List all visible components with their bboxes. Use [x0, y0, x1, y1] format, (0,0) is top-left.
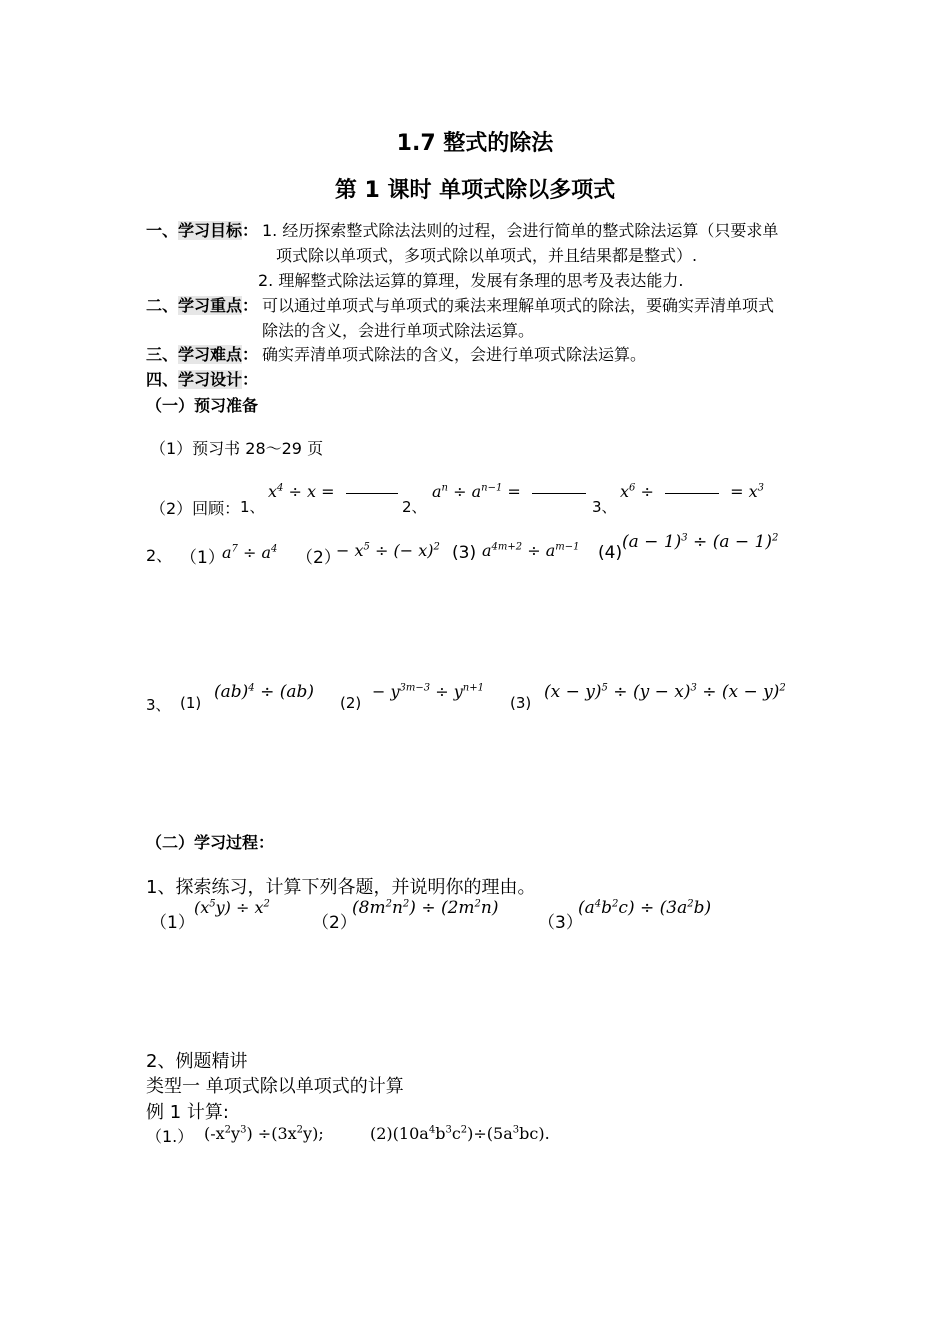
explore-part-3-expr: $(a^4b^2c) \div (3a^2b)$ [578, 898, 712, 918]
explore-part-1-label: （1） [150, 913, 195, 933]
explore-part-1-expr: $(x^5y) \div x^2$ [194, 898, 270, 917]
objectives-label: 一、学习目标： [146, 221, 259, 240]
page-title: 1.7 整式的除法 [396, 131, 554, 156]
page-subtitle: 第 1 课时 单项式除以多项式 [334, 178, 616, 203]
q3-part-3-label: (3) [510, 694, 532, 712]
explore-part-3-label: （3） [538, 913, 583, 933]
example-1-part-2-label: (2) [370, 1124, 393, 1143]
key-points-label: 二、学习重点： [146, 296, 259, 315]
example-1-part-1-expr: $(-x^2y^3) \div(3x^2y)$; [204, 1124, 324, 1143]
q3-label: 3、 [146, 696, 171, 714]
recall-1-label: 1、 [240, 498, 265, 516]
q3-part-3-expr: $(x - y)^5 \div (y - x)^3 \div (x - y)^2$ [544, 682, 786, 702]
q3-part-1-expr: (ab)$^4$ ÷ (ab) [214, 682, 315, 702]
design-label: 四、学习设计： [146, 370, 259, 389]
key-points-line-b: 除法的含义，会进行单项式除法运算。 [262, 321, 535, 340]
q3-part-2-label: (2) [340, 694, 362, 712]
q2-label: 2、 [146, 546, 173, 565]
preview-item-1: （1）预习书 28～29 页 [150, 439, 324, 458]
q2-part-2-expr: − $x^5$ ÷ (− x)$^2$ [336, 541, 440, 560]
recall-1-expr: $x^4 \div x$ = [268, 482, 404, 501]
preview-item-2-label: （2）回顾： [150, 499, 241, 518]
q2-part-4-expr: $(a - 1)^3 \div (a - 1)^2$ [622, 532, 779, 552]
recall-2-label: 2、 [402, 498, 427, 516]
q2-part-3-expr: $a^{4m+2} \div a^{m-1}$ [482, 541, 580, 560]
explore-part-2-expr: $(8m^2n^2) \div (2m^2n)$ [352, 898, 499, 918]
recall-3-expr: $x^6$ ÷ = $x^3$ [620, 482, 764, 501]
example-1-part-1-label: （1.） [146, 1127, 194, 1146]
q2-part-1-label: （1） [180, 548, 225, 568]
difficulties-text: 确实弄清单项式除法的含义，会进行单项式除法运算。 [262, 345, 647, 364]
key-points-line-a: 可以通过单项式与单项式的乘法来理解单项式的除法，要确实弄清单项式 [262, 296, 775, 315]
objective-1-line-a: 1. 经历探索整式除法法则的过程，会进行简单的整式除法运算（只要求单 [262, 221, 779, 240]
recall-2-expr: $a^n \div a^{n-1}$ = [432, 482, 592, 501]
process-heading: （二）学习过程： [146, 833, 275, 852]
q2-part-4-label: (4) [598, 543, 623, 563]
examples-heading: 2、例题精讲 [146, 1051, 248, 1072]
q3-part-1-label: (1) [180, 694, 202, 712]
difficulties-label: 三、学习难点： [146, 345, 259, 364]
recall-3-label: 3、 [592, 498, 617, 516]
objective-1-line-b: 项式除以单项式，多项式除以单项式，并且结果都是整式）. [276, 246, 698, 265]
example-1-heading: 例 1 计算: [146, 1102, 229, 1123]
q2-part-2-label: （2） [296, 548, 341, 568]
q2-part-3-label: (3) [452, 543, 477, 563]
objective-2: 2. 理解整式除法运算的算理，发展有条理的思考及表达能力. [258, 271, 684, 290]
explore-part-2-label: （2） [312, 913, 357, 933]
examples-type-1: 类型一 单项式除以单项式的计算 [146, 1076, 404, 1097]
preview-heading: （一）预习准备 [146, 396, 259, 415]
explore-instruction: 1、探索练习，计算下列各题，并说明你的理由。 [146, 877, 536, 898]
q2-part-1-expr: $a^7 \div a^4$ [222, 543, 278, 562]
q3-part-2-expr: − $y^{3m-3} \div y^{n+1}$ [372, 682, 484, 701]
example-1-part-2: $(2)(10a^4b^3c^2)\div(5a^3bc)$. [370, 1124, 550, 1143]
